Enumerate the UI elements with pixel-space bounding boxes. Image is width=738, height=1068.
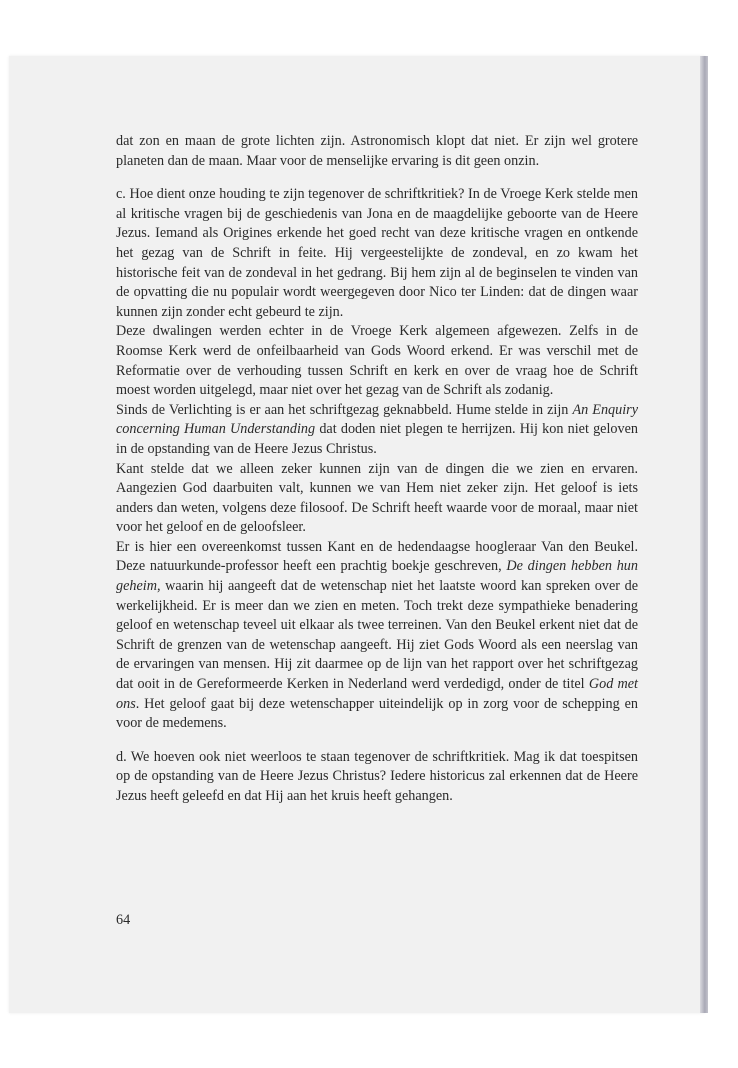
paragraph-1	[116, 132, 638, 171]
italic-title: De dingen hebben hun geheim	[116, 558, 638, 595]
text-run: . Het geloof gaat bij deze wetenschapper uiteindelijk op in zorg voor de schepping en voor de medemens.	[116, 695, 638, 732]
page-number: 64	[116, 912, 131, 928]
paragraph-2	[116, 185, 638, 322]
paragraph-7	[116, 748, 638, 807]
text-run: , waarin hij aangeeft dat de wetenschap niet het laatste woord kan spreken over de werkelijkheid. Er is meer dan we zien en meten. Toch trekt deze sympathieke benadering geloof en wetenschap teveel uit elkaar als twee terreinen. Van den Beukel erkent niet dat de Schrift de grenzen van de wetenschap aangeeft. Hij ziet Gods Woord als een neerslag van de ervaringen van mensen. Hij zit daarmee op de lijn van het rapport over het schriftgezag dat ooit in de Gereformeerde Kerken in Nederland werd verdedigd, onder de titel	[116, 578, 638, 693]
text-run: c. Hoe dient onze houding te zijn tegenover de schriftkritiek? In de Vroege Kerk stelde men al kritische vragen bij de geschiedenis van Jona en de maagdelijke geboorte van de Heere Jezus. Iemand als Origines erkende het goed recht van deze kritische vragen en ontkende het gezag van de Schrift in feite. Hij vergeestelijkte de zondeval, en zo kwam het historische feit van de zondeval in het gedrang. Bij hem zijn al de beginselen te vinden van de opvatting die nu populair wordt weergegeven door Nico ter Linden: dat de dingen waar kunnen zijn zonder echt gebeurd te zijn.	[116, 186, 638, 320]
paragraph-5	[116, 460, 638, 538]
page-edge-shadow	[700, 56, 708, 1013]
italic-title: God met ons	[116, 676, 639, 712]
text-run: Deze dwalingen werden echter in de Vroege Kerk algemeen afgewezen. Zelfs in de Roomse Kerk werd de onfeilbaarheid van Gods Woord erkend. Er was verschil met de Reformatie over de verhouding tussen Schrift en kerk en over de vraag hoe de Schrift moest worden uitgelegd, maar niet over het gezag van de Schrift als zodanig.	[116, 323, 638, 399]
text-run: d. We hoeven ook niet weerloos te staan tegenover de schriftkritiek. Mag ik dat toespitsen op de opstanding van de Heere Jezus Christus? Iedere historicus zal erkennen dat de Heere Jezus heeft geleefd en dat Hij aan het kruis heeft gehangen.	[116, 748, 638, 804]
text-run: Kant stelde dat we alleen zeker kunnen zijn van de dingen die we zien en ervaren. Aangezien God daarbuiten valt, kunnen we van Hem niet zeker zijn. Het geloof is iets anders dan weten, volgens deze filosoof. De Schrift heeft waarde voor de moraal, maar niet voor het geloof en de geloofsleer.	[116, 460, 638, 536]
paragraph-6	[116, 538, 638, 734]
body-text	[116, 132, 638, 807]
text-run: Er is hier een overeenkomst tussen Kant en de hedendaagse hoogleraar Van den Beukel. Deze natuurkunde-professor heeft een prachtig boekje geschreven,	[116, 538, 638, 575]
text-run: dat zon en maan de grote lichten zijn. Astronomisch klopt dat niet. Er zijn wel grotere planeten dan de maan. Maar voor de menselijke ervaring is dit geen onzin.	[116, 133, 638, 169]
text-run: dat doden niet plegen te herrijzen. Hij kon niet geloven in de opstanding van de Heere Jezus Christus.	[116, 421, 638, 457]
paragraph-3	[116, 322, 638, 400]
text-run: Sinds de Verlichting is er aan het schriftgezag geknabbeld. Hume stelde in zijn	[116, 401, 573, 418]
paragraph-4	[116, 401, 638, 460]
italic-title: An Enquiry concerning Human Understanding	[116, 401, 639, 438]
